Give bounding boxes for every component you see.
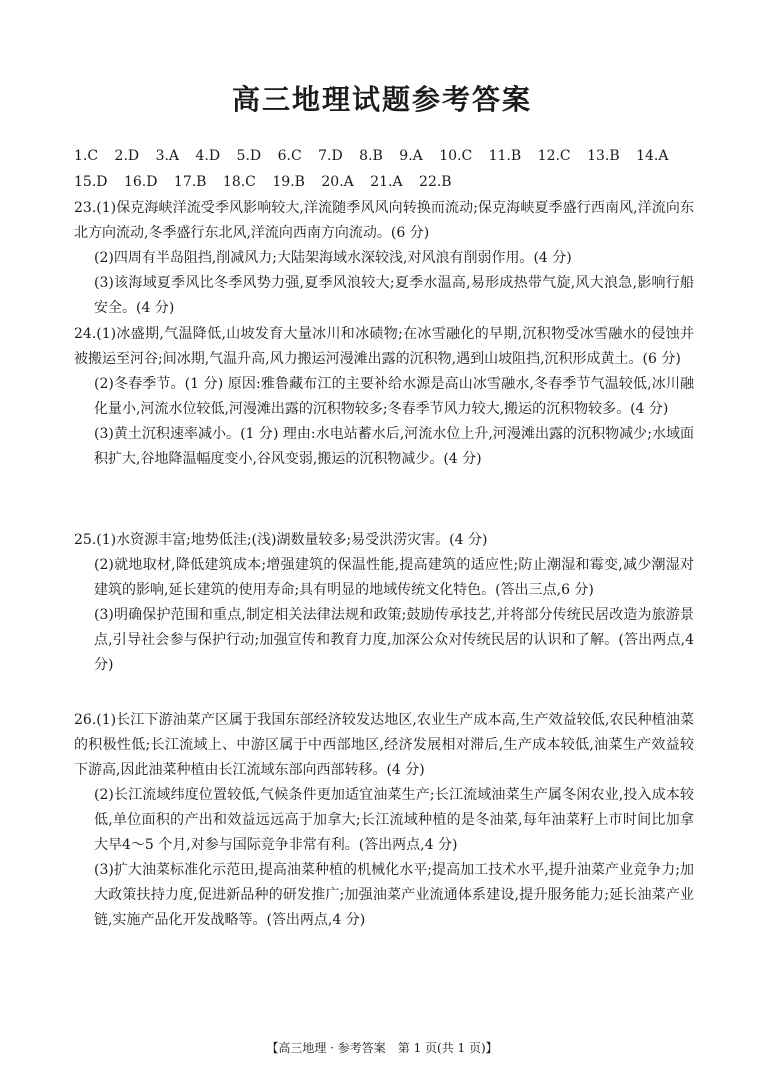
mc-answer: 3.A <box>155 148 180 164</box>
mc-answer: 13.B <box>587 148 620 164</box>
mc-answer: 4.D <box>195 148 221 164</box>
mc-answer: 14.A <box>636 148 669 164</box>
mc-answer: 12.C <box>537 148 571 164</box>
question-number: 24. <box>74 326 97 342</box>
mc-answer: 8.B <box>359 148 383 164</box>
mc-answer: 20.A <box>321 174 354 190</box>
mc-answer: 11.B <box>488 148 522 164</box>
question-number: 26. <box>74 712 97 728</box>
answer-part: (3)该海域夏季风比冬季风势力强,夏季风浪较大;夏季水温高,易形成热带气旋,风大浪急,影响行船安全。(4 分) <box>94 275 694 316</box>
answer-part: (2)就地取材,降低建筑成本;增强建筑的保温性能,提高建筑的适应性;防止潮湿和霉变,减少潮湿对建筑的影响,延长建筑的使用寿命;具有明显的地域传统文化特色。(答出三点,6 分) <box>94 557 694 598</box>
mc-answer: 22.B <box>419 174 452 190</box>
mc-answer: 2.D <box>114 148 140 164</box>
mc-answer: 10.C <box>439 148 473 164</box>
answer-part: (3)黄土沉积速率减小。(1 分) 理由:水电站蓄水后,河流水位上升,河漫滩出露的沉积物减少;水域面积扩大,谷地降温幅度变小,谷风变弱,搬运的沉积物减少。(4 分) <box>94 426 694 467</box>
question-24 <box>74 322 694 472</box>
answer-part: (2)冬春季节。(1 分) 原因:雅鲁藏布江的主要补给水源是高山冰雪融水,冬春季节气温较低,冰川融化量小,河流水位较低,河漫滩出露的沉积物较多;冬春季节风力较大,搬运的沉积物较多。(4 分) <box>94 376 694 417</box>
answer-part: 25.(1)水资源丰富;地势低洼;(浅)湖数量较多;易受洪涝灾害。(4 分) <box>74 532 488 548</box>
mc-answer: 17.B <box>173 174 207 190</box>
mc-answers-row-1 <box>74 144 680 168</box>
answer-part: (3)明确保护范围和重点,制定相关法律法规和政策;鼓励传承技艺,并将部分传统民居改造为旅游景点,引导社会参与保护行动;加强宣传和教育力度,加深公众对传统民居的认识和了解。(答出两点,4 分) <box>94 607 694 673</box>
mc-answer: 19.B <box>272 174 305 190</box>
mc-answer: 9.A <box>399 148 423 164</box>
answer-part: 23.(1)保克海峡洋流受季风影响较大,洋流随季风风向转换而流动;保克海峡夏季盛行西南风,洋流向东北方向流动,冬季盛行东北风,洋流向西南方向流动。(6 分) <box>74 200 694 241</box>
mc-answer: 16.D <box>123 174 158 190</box>
answer-part: (3)扩大油菜标准化示范田,提高油菜种植的机械化水平;提高加工技术水平,提升油菜产业竞争力;加大政策扶持力度,促进新品种的研发推广;加强油菜产业流通体系建设,提升服务能力;延长油菜产业链,实施产品化开发战略等。(答出两点,4 分) <box>94 862 694 928</box>
answer-part: (2)长江流域纬度位置较低,气候条件更加适宜油菜生产;长江流域油菜生产属冬闲农业,投入成本较低,单位面积的产出和效益远远高于加拿大;长江流域种植的是冬油菜,每年油菜籽上市时间比加拿大早4～5 个月,对参与国际竞争非常有利。(答出两点,4 分) <box>94 787 694 853</box>
question-26 <box>74 708 694 933</box>
mc-answer: 18.C <box>222 174 256 190</box>
page-footer: 【高三地理 · 参考答案 第 1 页(共 1 页)】 <box>266 1041 498 1055</box>
mc-answer: 15.D <box>74 174 108 190</box>
question-number: 25. <box>74 532 97 548</box>
question-23 <box>74 196 694 321</box>
page-title: 高三地理试题参考答案 <box>231 83 532 116</box>
answer-part: (2)四周有半岛阻挡,削减风力;大陆架海域水深较浅,对风浪有削弱作用。(4 分) <box>94 250 572 266</box>
mc-answers-row-2 <box>74 170 464 194</box>
question-number: 23. <box>74 200 97 216</box>
mc-answer: 1.C <box>74 148 99 164</box>
answer-part: 26.(1)长江下游油菜产区属于我国东部经济较发达地区,农业生产成本高,生产效益较低,农民种植油菜的积极性低;长江流域上、中游区属于中西部地区,经济发展相对滞后,生产成本较低,油菜生产效益较下游高,因此油菜种植由长江流域东部向西部转移。(4 分) <box>74 712 694 778</box>
answer-part: 24.(1)冰盛期,气温降低,山坡发育大量冰川和冰碛物;在冰雪融化的早期,沉积物受冰雪融水的侵蚀并被搬运至河谷;间冰期,气温升高,风力搬运河漫滩出露的沉积物,遇到山坡阻挡,沉积形成黄土。(6 分) <box>74 326 694 367</box>
question-25 <box>74 528 694 678</box>
mc-answer: 5.D <box>236 148 262 164</box>
mc-answer: 6.C <box>277 148 302 164</box>
mc-answer: 7.D <box>318 148 343 164</box>
mc-answer: 21.A <box>370 174 403 190</box>
